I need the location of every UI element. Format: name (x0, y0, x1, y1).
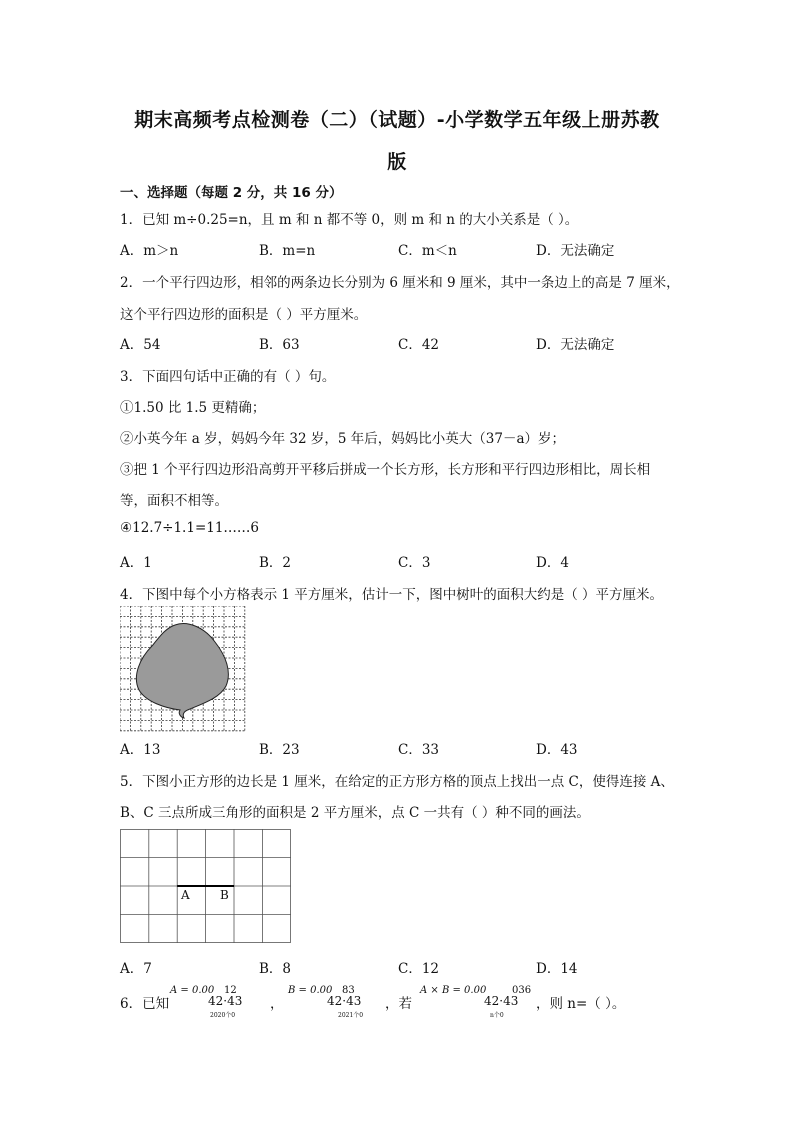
q1-option-c: C．m＜n (398, 243, 457, 259)
q6-ab-digits: 42·43 (484, 994, 519, 1008)
q5-square-grid-figure (120, 829, 292, 944)
q2-option-b: B．63 (259, 337, 300, 353)
q5-option-d: D．14 (536, 961, 578, 977)
q6-b-tail: 83 (342, 985, 355, 996)
q4-stem: 4．下图中每个小方格表示 1 平方厘米，估计一下，图中树叶的面积大约是（ ）平方厘米。 (120, 587, 664, 603)
q1-option-a: A．m＞n (120, 243, 179, 259)
q4-option-c: C．33 (398, 742, 440, 758)
q3-statement-4: ④12.7÷1.1=11……6 (120, 520, 260, 536)
q6-prefix: 6．已知 (120, 996, 170, 1012)
q6-a-zero-count: 2020个0 (210, 1012, 236, 1019)
q3-statement-3-line-2: 等，面积不相等。 (120, 493, 228, 509)
q5-stem-line-1: 5．下图小正方形的边长是 1 厘米，在给定的正方形方格的顶点上找出一点 C，使得连接 A、 (120, 774, 674, 790)
q2-option-a: A．54 (120, 337, 161, 353)
title-line-1: 期末高频考点检测卷（二）（试题）-小学数学五年级上册苏教 (134, 109, 660, 131)
q3-statement-1: ①1.50 比 1.5 更精确； (120, 400, 266, 416)
q4-option-d: D．43 (536, 742, 578, 758)
q6-a-expression: A = 0.00 (170, 985, 215, 996)
q5-option-b: B．8 (259, 961, 292, 977)
q3-option-d: D．4 (536, 555, 569, 571)
q4-option-b: B．23 (259, 742, 300, 758)
q6-comma-2: ，若 (385, 996, 412, 1012)
q6-ab-expression: A × B = 0.00 (420, 985, 487, 996)
q6-b-zero-count: 2021个0 (338, 1012, 364, 1019)
q5-option-a: A．7 (120, 961, 152, 977)
q3-stem: 3．下面四句话中正确的有（ ）句。 (120, 369, 336, 385)
q5-stem-line-2: B、C 三点所成三角形的面积是 2 平方厘米，点 C 一共有（ ）种不同的画法。 (120, 805, 590, 821)
leaf-shape (136, 624, 228, 718)
q6-ab-tail: 036 (512, 985, 532, 996)
point-b-label: B (220, 888, 229, 902)
q6-suffix: ，则 n=（ ）。 (536, 996, 626, 1012)
q1-option-d: D．无法确定 (536, 243, 615, 259)
q6-b-expression: B = 0.00 (288, 985, 333, 996)
q2-stem-line-1: 2．一个平行四边形，相邻的两条边长分别为 6 厘米和 9 厘米，其中一条边上的高是 7 厘米， (120, 275, 680, 291)
q2-option-c: C．42 (398, 337, 440, 353)
q5-option-c: C．12 (398, 961, 440, 977)
title-line-2: 版 (387, 151, 407, 173)
q3-option-c: C．3 (398, 555, 431, 571)
q1-stem: 1．已知 m÷0.25=n，且 m 和 n 都不等 0，则 m 和 n 的大小关系是（ ）。 (120, 212, 579, 228)
q6-b-digits: 42·43 (327, 994, 362, 1008)
q4-option-a: A．13 (120, 742, 161, 758)
q3-option-a: A．1 (120, 555, 152, 571)
q6-comma-1: ， (270, 996, 284, 1012)
q6-a-digits: 42·43 (208, 994, 243, 1008)
q4-leaf-grid-figure (120, 606, 246, 732)
q3-statement-2: ②小英今年 a 岁，妈妈今年 32 岁，5 年后，妈妈比小英大（37－a）岁； (120, 431, 565, 447)
q6-a-tail: 12 (224, 985, 237, 996)
q1-option-b: B．m=n (259, 243, 316, 259)
q6-ab-zero-count: n个0 (490, 1012, 504, 1019)
section-heading: 一、选择题（每题 2 分，共 16 分） (120, 185, 343, 201)
q2-option-d: D．无法确定 (536, 337, 615, 353)
q2-stem-line-2: 这个平行四边形的面积是（ ）平方厘米。 (120, 307, 368, 323)
q3-option-b: B．2 (259, 555, 292, 571)
point-a-label: A (181, 888, 190, 902)
q3-statement-3-line-1: ③把 1 个平行四边形沿高剪开平移后拼成一个长方形，长方形和平行四边形相比，周长相 (120, 462, 651, 478)
